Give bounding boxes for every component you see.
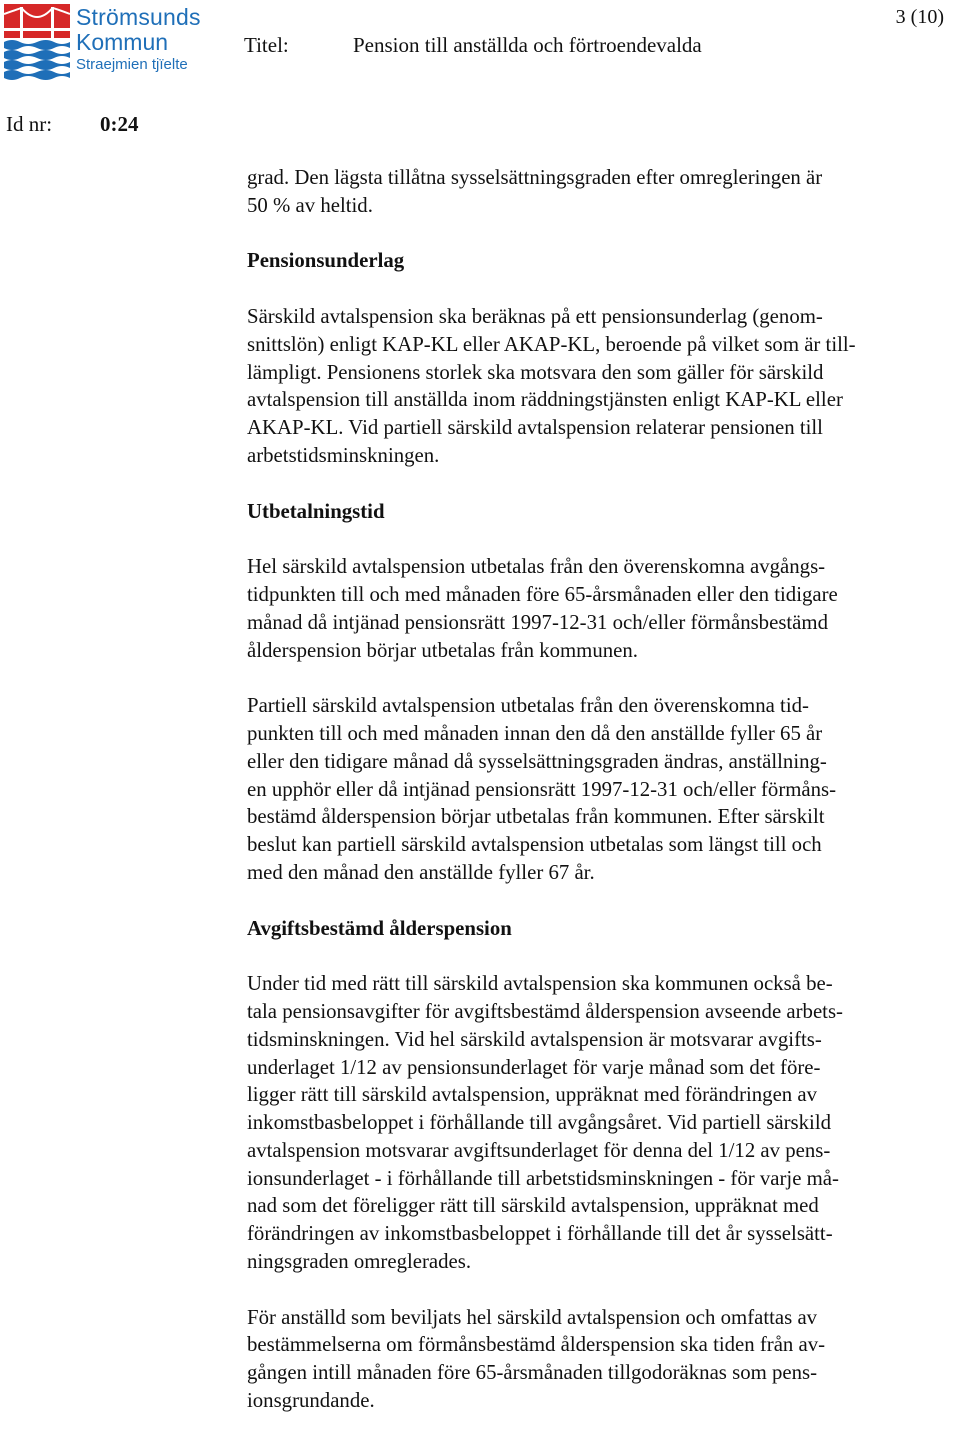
text-line: med den månad den anställde fyller 67 år. [247, 860, 595, 884]
text-line: bestämd ålderspension börjar utbetalas från kommunen. Efter särskilt [247, 805, 825, 829]
title-label: Titel: [244, 33, 289, 57]
text-line: inkomstbasbeloppet i förhållande till avgångsåret. Vid partiell särskild [247, 1111, 832, 1135]
text-line: en upphör eller då intjänad pensionsrätt 1997-12-31 och/eller förmåns- [247, 777, 837, 801]
logo-text-sami: Straejmien tjïelte [76, 56, 188, 73]
text-line: arbetstidsminskningen. [247, 443, 440, 467]
pensionsunderlag-paragraph [247, 303, 959, 470]
text-line: nad som det föreligger rätt till särskild avtalspension, uppräknat med [247, 1194, 819, 1218]
page-number: 3 (10) [895, 6, 944, 28]
text-line: Under tid med rätt till särskild avtalspension ska kommunen också be- [247, 972, 833, 996]
text-line: tidsminskningen. Vid hel särskild avtalspension är motsvarar avgifts- [247, 1027, 822, 1051]
text-line: För anställd som beviljats hel särskild avtalspension och omfattas av [247, 1305, 818, 1329]
text-line: Partiell särskild avtalspension utbetalas från den överenskomna tid- [247, 694, 809, 718]
text-line: avtalspension till anställda inom räddningstjänsten enligt KAP-KL eller [247, 388, 843, 412]
bridge-emblem-icon [4, 4, 72, 84]
text-line: gången intill månaden före 65-årsmånaden tillgodoräknas som pens- [247, 1361, 818, 1385]
text-line: eller den tidigare månad då sysselsättningsgraden ändras, anställning- [247, 749, 827, 773]
document-title: Pension till anställda och förtroendevalda [353, 33, 702, 57]
utbetalningstid-paragraph-1 [247, 553, 959, 664]
avgiftsbestamd-paragraph-2 [247, 1304, 959, 1415]
text-line: ionsgrundande. [247, 1389, 375, 1413]
text-line: ningsgraden omreglerades. [247, 1250, 472, 1274]
id-number: 0:24 [100, 112, 139, 136]
avgiftsbestamd-paragraph-1 [247, 970, 959, 1276]
text-line: tala pensionsavgifter för avgiftsbestämd ålderspension avseende arbets- [247, 999, 843, 1023]
text-line: tidpunkten till och med månaden före 65-årsmånaden eller den tidigare [247, 582, 838, 606]
text-line: förändringen av inkomstbasbeloppet i förhållande till det år sysselsätt- [247, 1222, 833, 1246]
text-line: avtalspension motsvarar avgiftsunderlaget för denna del 1/12 av pens- [247, 1138, 831, 1162]
text-line: lämpligt. Pensionens storlek ska motsvara den som gäller för särskild [247, 360, 824, 384]
section-heading-avgiftsbestamd: Avgiftsbestämd ålderspension [247, 916, 512, 940]
section-heading-utbetalningstid: Utbetalningstid [247, 499, 385, 523]
document-body [247, 164, 959, 1443]
logo-text-kommun: Kommun [76, 29, 169, 55]
section-heading-pensionsunderlag: Pensionsunderlag [247, 249, 405, 273]
text-line: 50 % av heltid. [247, 193, 373, 217]
utbetalningstid-paragraph-2 [247, 692, 959, 887]
text-line: punkten till och med månaden innan den då den anställde fyller 65 år [247, 721, 823, 745]
id-label: Id nr: [6, 112, 53, 136]
text-line: ålderspension börjar utbetalas från kommunen. [247, 638, 638, 662]
text-line: underlaget 1/12 av pensionsunderlaget för varje månad som det före- [247, 1055, 821, 1079]
text-line: Hel särskild avtalspension utbetalas från den överenskomna avgångs- [247, 555, 826, 579]
text-line: AKAP-KL. Vid partiell särskild avtalspension relaterar pensionen till [247, 416, 823, 440]
text-line: ligger rätt till särskild avtalspension, uppräknat med förändringen av [247, 1083, 818, 1107]
text-line: Särskild avtalspension ska beräknas på ett pensionsunderlag (genom- [247, 304, 823, 328]
text-line: snittslön) enligt KAP-KL eller AKAP-KL, beroende på vilket som är till- [247, 332, 856, 356]
municipality-logo [4, 4, 200, 84]
text-line: ionsunderlaget - i förhållande till arbetstidsminskningen - för varje må- [247, 1166, 839, 1190]
text-line: beslut kan partiell särskild avtalspension utbetalas som längst till och [247, 833, 822, 857]
text-line: månad då intjänad pensionsrätt 1997-12-31 och/eller förmånsbestämd [247, 610, 828, 634]
logo-text-stromsunds: Strömsunds [76, 4, 201, 30]
text-line: grad. Den lägsta tillåtna sysselsättningsgraden efter omregleringen är [247, 166, 823, 189]
intro-paragraph [247, 164, 959, 220]
text-line: bestämmelserna om förmånsbestämd ålderspension ska tiden från av- [247, 1333, 826, 1357]
